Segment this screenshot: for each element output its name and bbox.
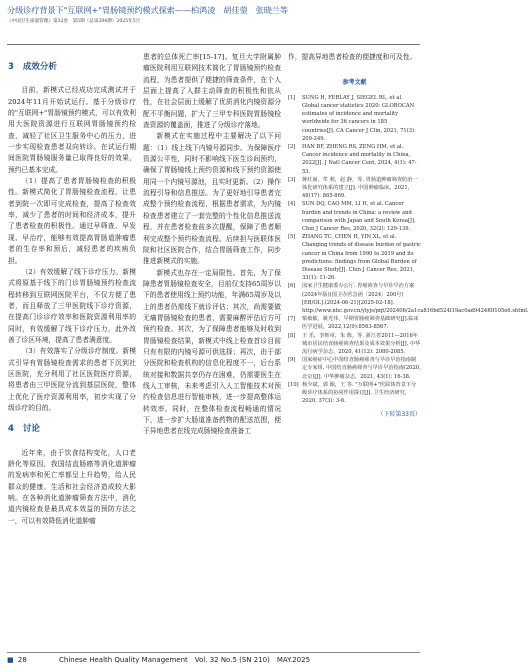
running-title: 分级诊疗背景下"互联网+"胃肠镜预约模式探索——柏鸿凌 胡佳蓥 张晓兰等 [7, 5, 288, 15]
section-heading-results [8, 62, 136, 73]
reference-text: ZHANG TC, CHEN H, YIN XL, et al. Changing trends of disease burden of gastric cancer in China from 1990 to 2019 and its predictions: findings from Global Burden of Disease Study[J]. Chin J Cancer Res, 2021, 33(1): 11-26. [302, 234, 421, 282]
reference-number: [6] [288, 283, 296, 290]
reference-number: [2] [288, 143, 296, 150]
reference-number: [4] [288, 201, 296, 208]
reference-item [288, 94, 421, 143]
reference-item [288, 332, 421, 357]
reference-item [288, 315, 421, 331]
section-number: 3 [8, 62, 14, 72]
reference-number: [5] [288, 234, 296, 241]
page-number: 28 [17, 656, 27, 664]
reference-text: 蒋红丽，牟 莉，赵 静，等. 胃肠道肿瘤筛查防治一体化研究体系的建立[J]. 中国肿瘤临床，2021, 48(17): 865-869. [302, 176, 418, 200]
references-heading: 参考文献 [342, 79, 367, 87]
paragraph: 作，提高异地患者检查的便捷度和可及性。 [288, 53, 417, 61]
column-left [8, 52, 136, 527]
header-divider [7, 44, 420, 45]
reference-item [288, 200, 421, 233]
reference-number: [3] [288, 176, 296, 183]
reference-item [288, 282, 529, 315]
reference-number: [10] [288, 381, 299, 388]
reference-number: [9] [288, 357, 296, 364]
section-title: 讨论 [22, 424, 40, 435]
section-number: 4 [8, 424, 14, 435]
journal-name: Chinese Health Quality Management Vol. 32 No.5 (SN 210) MAY.2025 [59, 656, 311, 664]
reference-item [288, 356, 421, 381]
reference-text: 国家癌症中心中国结直肠癌筛查与早诊早治指南制定专家组. 中国结直肠癌筛查与早诊早治指南(2020,北京)[J]. 中华肿瘤杂志，2021, 43(1): 16-38. [302, 357, 421, 380]
journal-meta: 《中国卫生质量管理》第32卷 第5期（总第204期）2025年5月 [7, 19, 141, 24]
reference-number: [8] [288, 332, 296, 339]
reference-item [288, 233, 421, 282]
section-heading-discussion [8, 424, 136, 435]
reference-list [288, 94, 529, 406]
paragraph: 近年来，由于饮食结构变化，人口老龄化等原因，我国结直肠癌等消化道肿瘤的发病率和死亡率都呈上升趋势，给人民群众的健康、生活和社会经济造成较大影响。在各种消化道肿瘤筛查方法中，消化道内镜检查是最具成本效益的预防方法之一，可以有效降低消化道肿瘤 [8, 448, 136, 525]
reference-text: 柴敏敏，姚光伟，早期胃肠癌筛查基础研究[J].临床医学进展，2022,12(9):8563-8567. [302, 316, 419, 331]
paragraph: （1）提高了患者胃肠镜检查的积极性。新模式简化了胃肠镜检查流程，让患者到院一次即可完成检查，提高了检查效率，减少了患者的时间和经济成本，提升了患者检查的积极性。通过早筛查、早发现、早治疗，能够有效提高胃肠道肿瘤患者的生存率和预后，减轻患者的疾病负担。 [8, 177, 136, 265]
continued-note: （下转第33页） [377, 411, 421, 419]
reference-text: SUNG H, FERLAY J, SIEGEL RL, et al. Global cancer statistics 2020: GLOBOCAN estimates of incidence and mortality worldwide for 36 cancers in 185 countries[J]. CA Cancer J Clin, 2021, 71(3): 209-249. [302, 94, 416, 142]
paragraph: 目前，新模式已经成功完成测试并于2024年11月开始试运行。基于分级诊疗的"互联网+"胃肠镜预约模式，可以有效利用大医院资源进行互联网胃肠镜预约检查，减轻了社区卫生服务中心的压力，进一步实现检查患者双向转诊。在试运行期间医院胃肠镜服务量已取得良好的效果，预约已基本完成。 [8, 86, 136, 174]
reference-text: 杨少斌，郭 颖，王 等. "互联网+"医联体背景下分级诊疗体系的协同作用探讨[J]. 卫生经济研究，2020, 37(3): 3-6. [302, 381, 417, 405]
footer-divider [7, 652, 420, 653]
paragraph: （3）有效落实了分级诊疗制度。新模式引导有胃肠镜检查需求的患者下沉到社区医院，充分利用了社区医院医疗资源，将患者由三甲医院分流到基层医院，整体上优化了医疗资源利用率，初步实现了分级诊疗的目的。 [8, 347, 136, 412]
reference-text: HAN BF, ZHENG RS, ZENG HM, et al. Cancer incidence and mortality in China, 2022[J]. J Natl Cancer Cent, 2024, 4(1): 47-53. [302, 143, 417, 175]
paragraph: 患者的总体死亡率[15-17]。复旦大学附属肿瘤医院利用互联网技术简化了胃肠镜预约检查流程，为患者提供了便捷的筛查条件，在个人层面上提高了人群主动筛查的积极性和依从性，在社会层面上缓解了优质消化内镜资源分配不平衡问题，扩大了三甲专科医院胃肠镜检查资源的覆盖面，推进了分级诊疗落地。 [143, 53, 281, 130]
section-title: 成效分析 [22, 62, 57, 72]
paragraph: 新模式也存在一定局限性。首先，为了保障患者胃肠镜检查安全，目前仅支持65周岁以下的患者使用线上预约功能，年满65周岁及以上的患者仍需线下就诊评估；其次，尚需要做无痛胃肠镜检查的患者，需要麻醉评估后方可预约检查。其次，为了保障患者能够及时收到胃肠镜检查结果，新模式中线上检查首诊目前只有有限的内镜号源可供选择；再次，由于部分医院和检查机构的信息化程度不一，后台系统对接和数据共享仍存在困难，仍需要医生在线人工审核，未来考虑引入人工智能技术对预约检查信息进行智能审核，进一步提高整体运转效率。同时，在整体检查流程畅通的情况下，进一步扩大肠道准备药物的配送范围，便于异地患者在线完成肠镜检查准备工 [143, 268, 281, 436]
paragraph: 新模式在实施过程中主要解决了以下问题：（1）线上线下内镜号源同步。为保障医疗资源公平性，同时不影响线下医生诊间预约，确保了胃肠镜线上预约资源和线下预约资源使用同一个内镜号源池，且实时更新。（2）操作流程引导和信息推送。为了更好地引导患者完成整个预约检查流程，根据患者需求，为内镜检查患者建立了一套完整的个性化信息推送流程，并在患者检查前多次提醒，保障了患者顺利完成整个预约检查流程。后续担与医联体医院和社区医院合作，结合胃肠筛查工作，同步推进新模式的实施。 [143, 132, 281, 266]
footer-bullet-icon: ■ [7, 656, 14, 664]
column-middle [143, 52, 281, 438]
reference-text: 王 乐，李辉章，朱 陈，等. 浙江省2011—2016年城市居民结直肠癌筛查结果及成本效果分析[J]. 中华流行病学杂志，2020, 41(12): 2080-2085. [302, 332, 421, 355]
reference-item [288, 143, 421, 176]
page-footer [7, 655, 420, 665]
reference-text: 国家卫生健康委办公厅. 胃癌筛查与早诊早治方案(2024年版)(国卫办医急函〔2024〕200号)[EB/OL].(2024-06-21)[2025-02-18]. http://www.nhc.gov.cn/ylyjs/pqt/202406/2a1ca816bd524f19ac0ad9424f0f105e6.shtml. [302, 283, 529, 314]
page-header [7, 5, 420, 24]
reference-item [288, 176, 421, 201]
column-right [288, 52, 529, 421]
reference-number: [7] [288, 316, 296, 323]
paragraph: （2）有效缓解了线下诊疗压力。新模式将原基于线下的门诊胃肠镜预约检查流程转移到互联网医院平台，不仅方便了患者，而且释放了三甲医院线下诊疗资源，在提高门诊诊疗效率和医院资源利用率的同时，有效缓解了线下诊疗压力，此外改善了诊区环境，提高了患者满意度。 [8, 267, 136, 344]
reference-number: [1] [288, 94, 296, 101]
reference-text: SUN DQ, CAO MM, LI H, et al. Cancer burden and trends in China: a review and comparison with Japan and South Korea[J]. Chin J Cancer Res, 2020, 32(2): 129-139. [302, 201, 416, 232]
reference-item [288, 381, 421, 406]
